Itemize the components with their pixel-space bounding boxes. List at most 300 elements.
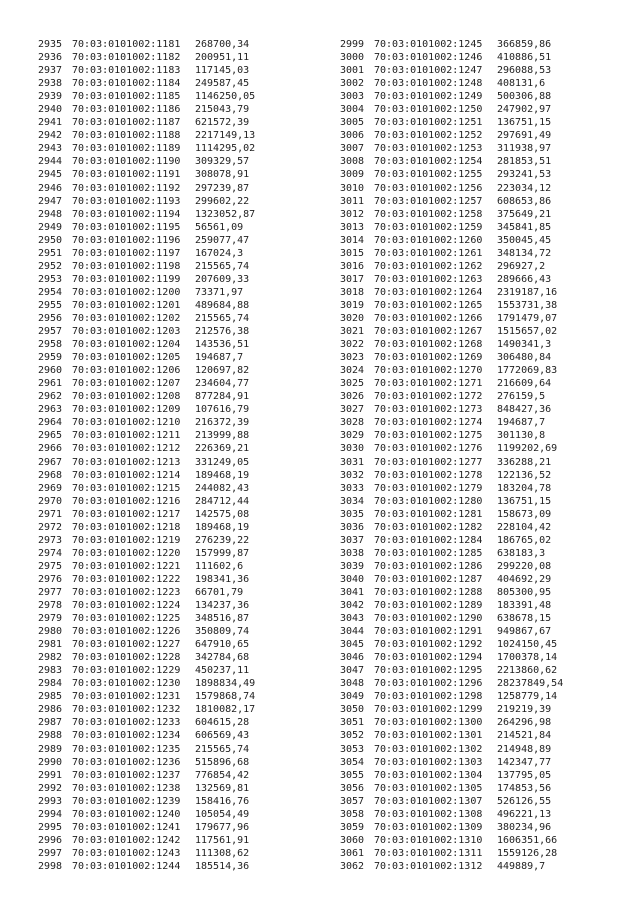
row-number: 2957 xyxy=(38,326,63,338)
row-number: 3019 xyxy=(340,299,365,311)
row-number: 3040 xyxy=(340,573,365,585)
cadastral-number: 70:03:0101002:1274 xyxy=(374,417,483,429)
table-row xyxy=(340,847,563,860)
row-number: 3047 xyxy=(340,665,365,677)
table-row xyxy=(340,547,563,560)
cadastral-value: 1146250,05 xyxy=(195,91,256,103)
cadastral-value: 215565,74 xyxy=(195,312,250,324)
cadastral-value: 449889,7 xyxy=(497,860,546,872)
cadastral-value: 293241,53 xyxy=(497,169,552,181)
table-row xyxy=(340,612,563,625)
row-number: 3038 xyxy=(340,547,365,559)
table-row xyxy=(38,182,255,195)
table-row xyxy=(38,782,255,795)
row-number: 3031 xyxy=(340,456,365,468)
cadastral-number: 70:03:0101002:1182 xyxy=(72,52,181,64)
table-row xyxy=(38,195,255,208)
cadastral-value: 342784,68 xyxy=(195,652,250,664)
cadastral-number: 70:03:0101002:1312 xyxy=(374,860,483,872)
row-number: 3003 xyxy=(340,91,365,103)
table-row xyxy=(38,860,255,873)
row-number: 2946 xyxy=(38,182,63,194)
cadastral-number: 70:03:0101002:1240 xyxy=(72,808,181,820)
cadastral-number: 70:03:0101002:1305 xyxy=(374,782,483,794)
row-number: 2985 xyxy=(38,691,63,703)
table-row xyxy=(340,221,563,234)
row-number: 3021 xyxy=(340,326,365,338)
row-number: 2944 xyxy=(38,156,63,168)
cadastral-value: 249587,45 xyxy=(195,78,250,90)
row-number: 2956 xyxy=(38,312,63,324)
table-row xyxy=(38,638,255,651)
table-row xyxy=(340,64,563,77)
table-row xyxy=(340,429,563,442)
cadastral-number: 70:03:0101002:1187 xyxy=(72,117,181,129)
table-row xyxy=(38,521,255,534)
table-row xyxy=(340,677,563,690)
cadastral-value: 1606351,66 xyxy=(497,834,558,846)
cadastral-value: 234604,77 xyxy=(195,378,250,390)
table-row xyxy=(38,625,255,638)
cadastral-number: 70:03:0101002:1244 xyxy=(72,860,181,872)
cadastral-number: 70:03:0101002:1193 xyxy=(72,195,181,207)
row-number: 3018 xyxy=(340,286,365,298)
cadastral-value: 134237,36 xyxy=(195,600,250,612)
cadastral-number: 70:03:0101002:1199 xyxy=(72,273,181,285)
table-row xyxy=(38,325,255,338)
table-row xyxy=(340,312,563,325)
cadastral-number: 70:03:0101002:1200 xyxy=(72,286,181,298)
cadastral-value: 621572,39 xyxy=(195,117,250,129)
cadastral-value: 1114295,02 xyxy=(195,143,256,155)
table-row xyxy=(340,821,563,834)
cadastral-number: 70:03:0101002:1269 xyxy=(374,352,483,364)
cadastral-value: 410886,51 xyxy=(497,52,552,64)
table-row xyxy=(38,729,255,742)
table-row xyxy=(340,260,563,273)
table-row xyxy=(38,703,255,716)
table-row xyxy=(38,416,255,429)
table-row xyxy=(340,403,563,416)
row-number: 3020 xyxy=(340,312,365,324)
cadastral-number: 70:03:0101002:1228 xyxy=(72,652,181,664)
cadastral-value: 186765,02 xyxy=(497,534,552,546)
cadastral-value: 1898834,49 xyxy=(195,678,256,690)
cadastral-number: 70:03:0101002:1197 xyxy=(72,247,181,259)
cadastral-value: 404692,29 xyxy=(497,573,552,585)
row-number: 3014 xyxy=(340,234,365,246)
cadastral-value: 207609,33 xyxy=(195,273,250,285)
row-number: 2979 xyxy=(38,613,63,625)
cadastral-value: 348134,72 xyxy=(497,247,552,259)
table-row xyxy=(38,769,255,782)
table-row xyxy=(38,103,255,116)
table-row xyxy=(340,103,563,116)
row-number: 2982 xyxy=(38,652,63,664)
row-number: 2990 xyxy=(38,756,63,768)
cadastral-number: 70:03:0101002:1255 xyxy=(374,169,483,181)
row-number: 3029 xyxy=(340,430,365,442)
cadastral-number: 70:03:0101002:1294 xyxy=(374,652,483,664)
table-row xyxy=(38,364,255,377)
row-number: 2958 xyxy=(38,339,63,351)
cadastral-number: 70:03:0101002:1205 xyxy=(72,352,181,364)
cadastral-value: 194687,7 xyxy=(497,417,546,429)
row-number: 2997 xyxy=(38,847,63,859)
cadastral-number: 70:03:0101002:1301 xyxy=(374,730,483,742)
cadastral-value: 276159,5 xyxy=(497,391,546,403)
cadastral-number: 70:03:0101002:1225 xyxy=(72,613,181,625)
table-row xyxy=(340,416,563,429)
cadastral-value: 848427,36 xyxy=(497,404,552,416)
row-number: 2978 xyxy=(38,600,63,612)
cadastral-number: 70:03:0101002:1254 xyxy=(374,156,483,168)
cadastral-value: 198341,36 xyxy=(195,573,250,585)
cadastral-value: 1199202,69 xyxy=(497,443,558,455)
row-number: 3062 xyxy=(340,860,365,872)
row-number: 3052 xyxy=(340,730,365,742)
cadastral-value: 189468,19 xyxy=(195,469,250,481)
row-number: 3011 xyxy=(340,195,365,207)
cadastral-value: 1810082,17 xyxy=(195,704,256,716)
cadastral-number: 70:03:0101002:1245 xyxy=(374,39,483,50)
cadastral-value: 336288,21 xyxy=(497,456,552,468)
table-row xyxy=(38,299,255,312)
cadastral-value: 297239,87 xyxy=(195,182,250,194)
row-number: 3033 xyxy=(340,482,365,494)
cadastral-number: 70:03:0101002:1184 xyxy=(72,78,181,90)
table-row xyxy=(340,651,563,664)
cadastral-number: 70:03:0101002:1235 xyxy=(72,743,181,755)
cadastral-value: 179677,96 xyxy=(195,821,250,833)
table-row xyxy=(340,116,563,129)
cadastral-value: 949867,67 xyxy=(497,626,552,638)
row-number: 2962 xyxy=(38,391,63,403)
row-number: 3054 xyxy=(340,756,365,768)
cadastral-number: 70:03:0101002:1271 xyxy=(374,378,483,390)
cadastral-number: 70:03:0101002:1303 xyxy=(374,756,483,768)
cadastral-number: 70:03:0101002:1249 xyxy=(374,91,483,103)
cadastral-value: 73371,97 xyxy=(195,286,244,298)
row-number: 3008 xyxy=(340,156,365,168)
table-row xyxy=(340,664,563,677)
row-number: 2952 xyxy=(38,260,63,272)
cadastral-value: 2213860,62 xyxy=(497,665,558,677)
cadastral-value: 105054,49 xyxy=(195,808,250,820)
table-row xyxy=(340,456,563,469)
row-number: 3058 xyxy=(340,808,365,820)
table-row xyxy=(340,286,563,299)
cadastral-number: 70:03:0101002:1212 xyxy=(72,443,181,455)
table-row xyxy=(340,338,563,351)
cadastral-value: 228104,42 xyxy=(497,521,552,533)
table-row xyxy=(38,690,255,703)
cadastral-number: 70:03:0101002:1201 xyxy=(72,299,181,311)
row-number: 2953 xyxy=(38,273,63,285)
cadastral-number: 70:03:0101002:1308 xyxy=(374,808,483,820)
cadastral-number: 70:03:0101002:1287 xyxy=(374,573,483,585)
row-number: 3006 xyxy=(340,130,365,142)
row-number: 2937 xyxy=(38,65,63,77)
cadastral-number: 70:03:0101002:1231 xyxy=(72,691,181,703)
table-row xyxy=(340,351,563,364)
row-number: 3010 xyxy=(340,182,365,194)
cadastral-number: 70:03:0101002:1307 xyxy=(374,795,483,807)
cadastral-number: 70:03:0101002:1227 xyxy=(72,639,181,651)
table-row xyxy=(38,586,255,599)
cadastral-number: 70:03:0101002:1302 xyxy=(374,743,483,755)
cadastral-value: 309329,57 xyxy=(195,156,250,168)
row-number: 3059 xyxy=(340,821,365,833)
row-number: 2963 xyxy=(38,404,63,416)
row-number: 3048 xyxy=(340,678,365,690)
cadastral-number: 70:03:0101002:1286 xyxy=(374,560,483,572)
table-row xyxy=(38,390,255,403)
row-number: 3055 xyxy=(340,769,365,781)
cadastral-number: 70:03:0101002:1296 xyxy=(374,678,483,690)
cadastral-number: 70:03:0101002:1186 xyxy=(72,104,181,116)
table-row xyxy=(38,716,255,729)
cadastral-value: 183204,78 xyxy=(497,482,552,494)
row-number: 3051 xyxy=(340,717,365,729)
table-row xyxy=(340,38,563,51)
cadastral-number: 70:03:0101002:1270 xyxy=(374,365,483,377)
cadastral-number: 70:03:0101002:1217 xyxy=(72,508,181,520)
row-number: 3012 xyxy=(340,208,365,220)
table-row xyxy=(340,273,563,286)
table-row xyxy=(340,377,563,390)
row-number: 3024 xyxy=(340,365,365,377)
row-number: 2938 xyxy=(38,78,63,90)
cadastral-number: 70:03:0101002:1233 xyxy=(72,717,181,729)
row-number: 3056 xyxy=(340,782,365,794)
cadastral-value: 345841,85 xyxy=(497,221,552,233)
row-number: 2973 xyxy=(38,534,63,546)
row-number: 3044 xyxy=(340,626,365,638)
table-row xyxy=(38,547,255,560)
row-number: 3023 xyxy=(340,352,365,364)
cadastral-value: 408131,6 xyxy=(497,78,546,90)
cadastral-value: 215565,74 xyxy=(195,260,250,272)
row-number: 3030 xyxy=(340,443,365,455)
table-row xyxy=(38,77,255,90)
left-column xyxy=(38,38,255,873)
cadastral-number: 70:03:0101002:1239 xyxy=(72,795,181,807)
table-row xyxy=(340,586,563,599)
cadastral-number: 70:03:0101002:1292 xyxy=(374,639,483,651)
row-number: 2996 xyxy=(38,834,63,846)
row-number: 3041 xyxy=(340,586,365,598)
table-row xyxy=(38,651,255,664)
row-number: 2935 xyxy=(38,39,63,50)
table-row xyxy=(38,247,255,260)
cadastral-value: 213999,88 xyxy=(195,430,250,442)
table-row xyxy=(38,312,255,325)
cadastral-value: 212576,38 xyxy=(195,326,250,338)
row-number: 2983 xyxy=(38,665,63,677)
row-number: 2992 xyxy=(38,782,63,794)
table-row xyxy=(38,508,255,521)
row-number: 2976 xyxy=(38,573,63,585)
cadastral-value: 1258779,14 xyxy=(497,691,558,703)
table-row xyxy=(38,534,255,547)
cadastral-number: 70:03:0101002:1236 xyxy=(72,756,181,768)
cadastral-value: 264296,98 xyxy=(497,717,552,729)
cadastral-value: 194687,7 xyxy=(195,352,244,364)
table-row xyxy=(38,429,255,442)
cadastral-value: 132569,81 xyxy=(195,782,250,794)
row-number: 3005 xyxy=(340,117,365,129)
cadastral-value: 189468,19 xyxy=(195,521,250,533)
table-row xyxy=(340,182,563,195)
row-number: 2942 xyxy=(38,130,63,142)
cadastral-number: 70:03:0101002:1198 xyxy=(72,260,181,272)
table-row xyxy=(38,599,255,612)
cadastral-number: 70:03:0101002:1288 xyxy=(374,586,483,598)
table-row xyxy=(38,664,255,677)
cadastral-value: 56561,09 xyxy=(195,221,244,233)
cadastral-value: 496221,13 xyxy=(497,808,552,820)
cadastral-value: 515896,68 xyxy=(195,756,250,768)
cadastral-number: 70:03:0101002:1278 xyxy=(374,469,483,481)
row-number: 2970 xyxy=(38,495,63,507)
row-number: 3045 xyxy=(340,639,365,651)
cadastral-value: 259077,47 xyxy=(195,234,250,246)
cadastral-value: 638183,3 xyxy=(497,547,546,559)
row-number: 3043 xyxy=(340,613,365,625)
table-row xyxy=(340,599,563,612)
cadastral-number: 70:03:0101002:1309 xyxy=(374,821,483,833)
table-row xyxy=(340,743,563,756)
cadastral-value: 244082,43 xyxy=(195,482,250,494)
cadastral-value: 1791479,07 xyxy=(497,312,558,324)
cadastral-value: 216372,39 xyxy=(195,417,250,429)
table-row xyxy=(340,795,563,808)
row-number: 2995 xyxy=(38,821,63,833)
cadastral-value: 200951,11 xyxy=(195,52,250,64)
cadastral-number: 70:03:0101002:1223 xyxy=(72,586,181,598)
table-row xyxy=(340,390,563,403)
cadastral-number: 70:03:0101002:1247 xyxy=(374,65,483,77)
row-number: 2947 xyxy=(38,195,63,207)
cadastral-number: 70:03:0101002:1181 xyxy=(72,39,181,50)
cadastral-number: 70:03:0101002:1226 xyxy=(72,626,181,638)
cadastral-value: 1024150,45 xyxy=(497,639,558,651)
cadastral-value: 299602,22 xyxy=(195,195,250,207)
table-row xyxy=(340,638,563,651)
table-row xyxy=(340,51,563,64)
cadastral-value: 1553731,38 xyxy=(497,299,558,311)
cadastral-number: 70:03:0101002:1263 xyxy=(374,273,483,285)
cadastral-value: 223034,12 xyxy=(497,182,552,194)
row-number: 2949 xyxy=(38,221,63,233)
cadastral-value: 281853,51 xyxy=(497,156,552,168)
cadastral-value: 604615,28 xyxy=(195,717,250,729)
cadastral-number: 70:03:0101002:1277 xyxy=(374,456,483,468)
row-number: 3028 xyxy=(340,417,365,429)
table-row xyxy=(38,560,255,573)
table-row xyxy=(340,325,563,338)
cadastral-value: 366859,86 xyxy=(497,39,552,50)
cadastral-number: 70:03:0101002:1209 xyxy=(72,404,181,416)
cadastral-number: 70:03:0101002:1229 xyxy=(72,665,181,677)
table-row xyxy=(38,403,255,416)
cadastral-value: 226369,21 xyxy=(195,443,250,455)
row-number: 2989 xyxy=(38,743,63,755)
cadastral-value: 276239,22 xyxy=(195,534,250,546)
row-number: 2972 xyxy=(38,521,63,533)
table-row xyxy=(340,142,563,155)
table-row xyxy=(340,729,563,742)
table-row xyxy=(340,90,563,103)
row-number: 2959 xyxy=(38,352,63,364)
cadastral-value: 877284,91 xyxy=(195,391,250,403)
cadastral-number: 70:03:0101002:1282 xyxy=(374,521,483,533)
cadastral-number: 70:03:0101002:1222 xyxy=(72,573,181,585)
cadastral-value: 214948,89 xyxy=(497,743,552,755)
cadastral-value: 331249,05 xyxy=(195,456,250,468)
table-row xyxy=(38,495,255,508)
row-number: 3009 xyxy=(340,169,365,181)
cadastral-number: 70:03:0101002:1291 xyxy=(374,626,483,638)
cadastral-number: 70:03:0101002:1207 xyxy=(72,378,181,390)
row-number: 3015 xyxy=(340,247,365,259)
table-row xyxy=(38,234,255,247)
cadastral-value: 1700378,14 xyxy=(497,652,558,664)
cadastral-value: 215043,79 xyxy=(195,104,250,116)
table-row xyxy=(38,221,255,234)
cadastral-number: 70:03:0101002:1250 xyxy=(374,104,483,116)
cadastral-number: 70:03:0101002:1211 xyxy=(72,430,181,442)
table-row xyxy=(340,808,563,821)
cadastral-number: 70:03:0101002:1214 xyxy=(72,469,181,481)
row-number: 3042 xyxy=(340,600,365,612)
table-row xyxy=(340,560,563,573)
row-number: 2998 xyxy=(38,860,63,872)
cadastral-value: 1490341,3 xyxy=(497,339,552,351)
table-row xyxy=(38,677,255,690)
cadastral-number: 70:03:0101002:1190 xyxy=(72,156,181,168)
cadastral-value: 117561,91 xyxy=(195,834,250,846)
row-number: 2945 xyxy=(38,169,63,181)
row-number: 3061 xyxy=(340,847,365,859)
row-number: 2948 xyxy=(38,208,63,220)
table-row xyxy=(340,625,563,638)
cadastral-number: 70:03:0101002:1272 xyxy=(374,391,483,403)
cadastral-number: 70:03:0101002:1253 xyxy=(374,143,483,155)
cadastral-value: 289666,43 xyxy=(497,273,552,285)
table-row xyxy=(38,116,255,129)
row-number: 2969 xyxy=(38,482,63,494)
table-row xyxy=(340,208,563,221)
cadastral-number: 70:03:0101002:1275 xyxy=(374,430,483,442)
cadastral-number: 70:03:0101002:1256 xyxy=(374,182,483,194)
cadastral-value: 306480,84 xyxy=(497,352,552,364)
cadastral-value: 638678,15 xyxy=(497,613,552,625)
cadastral-value: 111308,62 xyxy=(195,847,250,859)
cadastral-value: 174853,56 xyxy=(497,782,552,794)
cadastral-number: 70:03:0101002:1206 xyxy=(72,365,181,377)
row-number: 3050 xyxy=(340,704,365,716)
cadastral-number: 70:03:0101002:1285 xyxy=(374,547,483,559)
row-number: 2994 xyxy=(38,808,63,820)
cadastral-number: 70:03:0101002:1290 xyxy=(374,613,483,625)
row-number: 2981 xyxy=(38,639,63,651)
table-row xyxy=(340,482,563,495)
cadastral-value: 158416,76 xyxy=(195,795,250,807)
row-number: 2954 xyxy=(38,286,63,298)
row-number: 3017 xyxy=(340,273,365,285)
